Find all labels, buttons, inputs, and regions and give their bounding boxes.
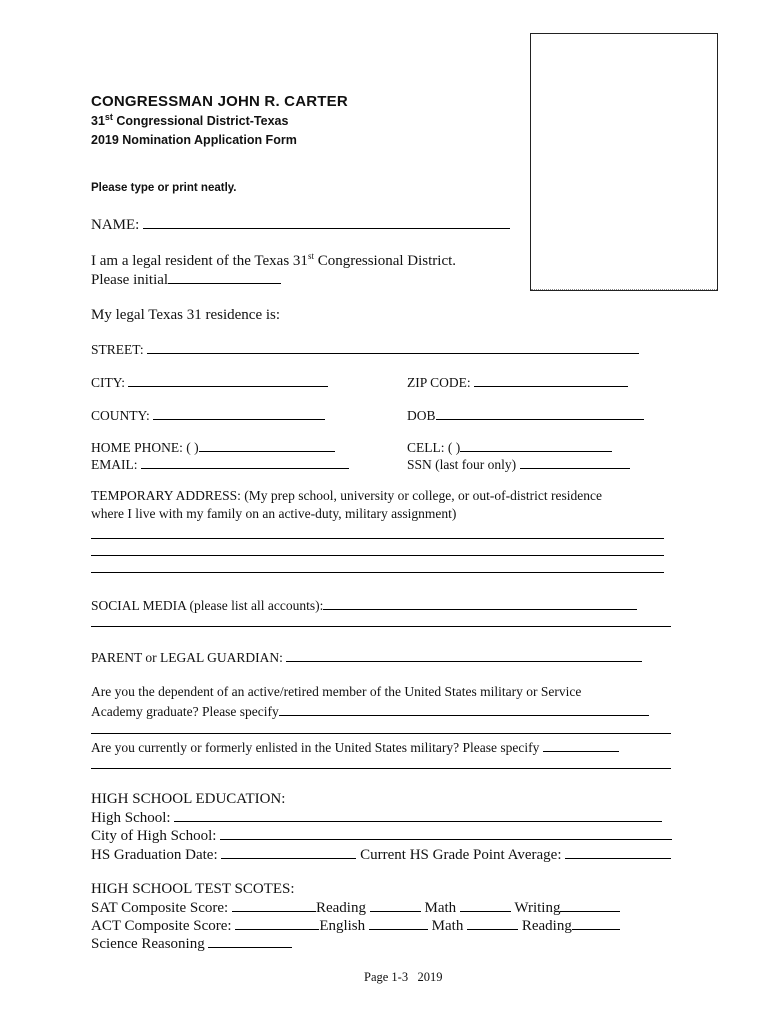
street-label: STREET: [91, 342, 144, 357]
email-label: EMAIL: [91, 457, 138, 472]
act-reading-label: Reading [521, 918, 572, 934]
district-line [91, 111, 289, 128]
high-school-field[interactable] [91, 808, 662, 827]
act-math-blank[interactable] [467, 916, 518, 930]
zip-label: ZIP CODE: [407, 375, 471, 390]
cell-field[interactable] [407, 438, 612, 456]
name-blank[interactable] [143, 215, 510, 229]
home-phone-field[interactable] [91, 438, 335, 456]
education-heading: HIGH SCHOOL EDUCATION: [91, 791, 286, 807]
hs-city-label: City of High School: [91, 828, 217, 844]
dependent-blank[interactable] [279, 702, 649, 716]
dob-blank[interactable] [436, 406, 644, 420]
home-phone-label: HOME PHONE: ( ) [91, 440, 199, 455]
high-school-blank[interactable] [174, 808, 662, 822]
instruction: Please type or print neatly. [91, 182, 237, 194]
social-media-label: SOCIAL MEDIA (please list all accounts): [91, 598, 324, 613]
enlisted-blank[interactable] [543, 738, 619, 752]
dependent-label-1: Are you the dependent of an active/retired member of the United States military or Service [91, 684, 582, 699]
gpa-label: Current HS Grade Point Average: [360, 847, 562, 863]
science-field[interactable] [91, 934, 292, 953]
act-row[interactable] [91, 916, 620, 935]
sat-reading-blank[interactable] [370, 898, 421, 912]
social-media-field[interactable] [91, 596, 637, 614]
tests-heading: HIGH SCHOOL TEST SCOTES: [91, 881, 295, 897]
residence-intro: My legal Texas 31 residence is: [91, 307, 281, 323]
sat-row[interactable] [91, 898, 620, 917]
sat-math-label: Math [424, 900, 457, 916]
photo-box [530, 33, 718, 291]
hs-city-field[interactable] [91, 826, 672, 845]
resident-text-end: Congressional District. [313, 253, 457, 269]
ssn-blank[interactable] [520, 455, 630, 469]
grad-date-label: HS Graduation Date: [91, 847, 218, 863]
name-field[interactable] [91, 215, 510, 234]
temp-address-label-1: TEMPORARY ADDRESS: (My prep school, university or college, or out-of-district residence [91, 488, 602, 503]
page-title: CONGRESSMAN JOHN R. CARTER [91, 93, 348, 110]
science-blank[interactable] [208, 934, 292, 948]
ssn-label: SSN (last four only) [407, 457, 517, 472]
county-blank[interactable] [153, 406, 325, 420]
dependent-line-2[interactable] [91, 733, 671, 734]
social-media-line-2[interactable] [91, 626, 671, 627]
dob-label: DOB [407, 408, 436, 423]
city-field[interactable] [91, 373, 328, 391]
page-year: 2019 [417, 970, 443, 984]
enlisted-label: Are you currently or formerly enlisted in the United States military? Please specify [91, 740, 540, 755]
temp-address-line-1[interactable] [91, 538, 664, 539]
dob-field[interactable] [407, 406, 644, 424]
city-blank[interactable] [128, 373, 328, 387]
ssn-field[interactable] [407, 455, 630, 473]
resident-suffix: st [307, 251, 314, 261]
sat-math-blank[interactable] [460, 898, 511, 912]
email-field[interactable] [91, 455, 349, 473]
sat-composite-blank[interactable] [232, 898, 316, 912]
form-title: 2019 Nomination Application Form [91, 133, 297, 147]
temp-address-label-2: where I live with my family on an active-duty, military assignment) [91, 506, 457, 521]
parent-label: PARENT or LEGAL GUARDIAN: [91, 650, 283, 665]
street-blank[interactable] [147, 340, 639, 354]
cell-label: CELL: ( ) [407, 440, 461, 455]
home-phone-blank[interactable] [199, 438, 335, 452]
temp-address-line-2[interactable] [91, 555, 664, 556]
act-math-label: Math [431, 918, 464, 934]
grad-date-field[interactable] [91, 845, 671, 864]
initial-label: Please initial [91, 272, 169, 288]
district-text: Congressional District-Texas [112, 114, 289, 128]
gpa-blank[interactable] [565, 845, 671, 859]
district-number: 31 [91, 114, 105, 128]
sat-writing-label: Writing [514, 900, 561, 916]
county-field[interactable] [91, 406, 325, 424]
dependent-label-2: Academy graduate? Please specify [91, 704, 279, 719]
page-number: Page 1-3 [364, 970, 409, 984]
sat-label: SAT Composite Score: [91, 900, 229, 916]
sat-writing-blank[interactable] [560, 898, 620, 912]
act-english-label: English [319, 918, 366, 934]
enlisted-line-2[interactable] [91, 768, 671, 769]
science-label: Science Reasoning [91, 936, 205, 952]
social-media-blank[interactable] [323, 596, 637, 610]
initial-blank[interactable] [168, 270, 281, 284]
cell-blank[interactable] [460, 438, 612, 452]
zip-field[interactable] [407, 373, 628, 391]
act-label: ACT Composite Score: [91, 918, 232, 934]
resident-text: I am a legal resident of the Texas 31 [91, 253, 308, 269]
act-english-blank[interactable] [369, 916, 428, 930]
act-composite-blank[interactable] [235, 916, 319, 930]
sat-reading-label: Reading [315, 900, 366, 916]
grad-date-blank[interactable] [221, 845, 356, 859]
city-label: CITY: [91, 375, 126, 390]
parent-field[interactable] [91, 648, 642, 666]
initial-field[interactable] [91, 270, 281, 289]
act-reading-blank[interactable] [572, 916, 620, 930]
enlisted-field[interactable] [91, 738, 619, 756]
hs-city-blank[interactable] [220, 826, 672, 840]
resident-statement [91, 252, 456, 270]
dependent-field[interactable] [91, 702, 649, 720]
zip-blank[interactable] [474, 373, 628, 387]
name-label: NAME: [91, 217, 140, 233]
parent-blank[interactable] [286, 648, 642, 662]
street-field[interactable] [91, 340, 639, 358]
county-label: COUNTY: [91, 408, 150, 423]
high-school-label: High School: [91, 810, 171, 826]
temp-address-line-3[interactable] [91, 572, 664, 573]
email-blank[interactable] [141, 455, 349, 469]
district-suffix: st [104, 111, 113, 122]
page-footer [364, 970, 442, 985]
